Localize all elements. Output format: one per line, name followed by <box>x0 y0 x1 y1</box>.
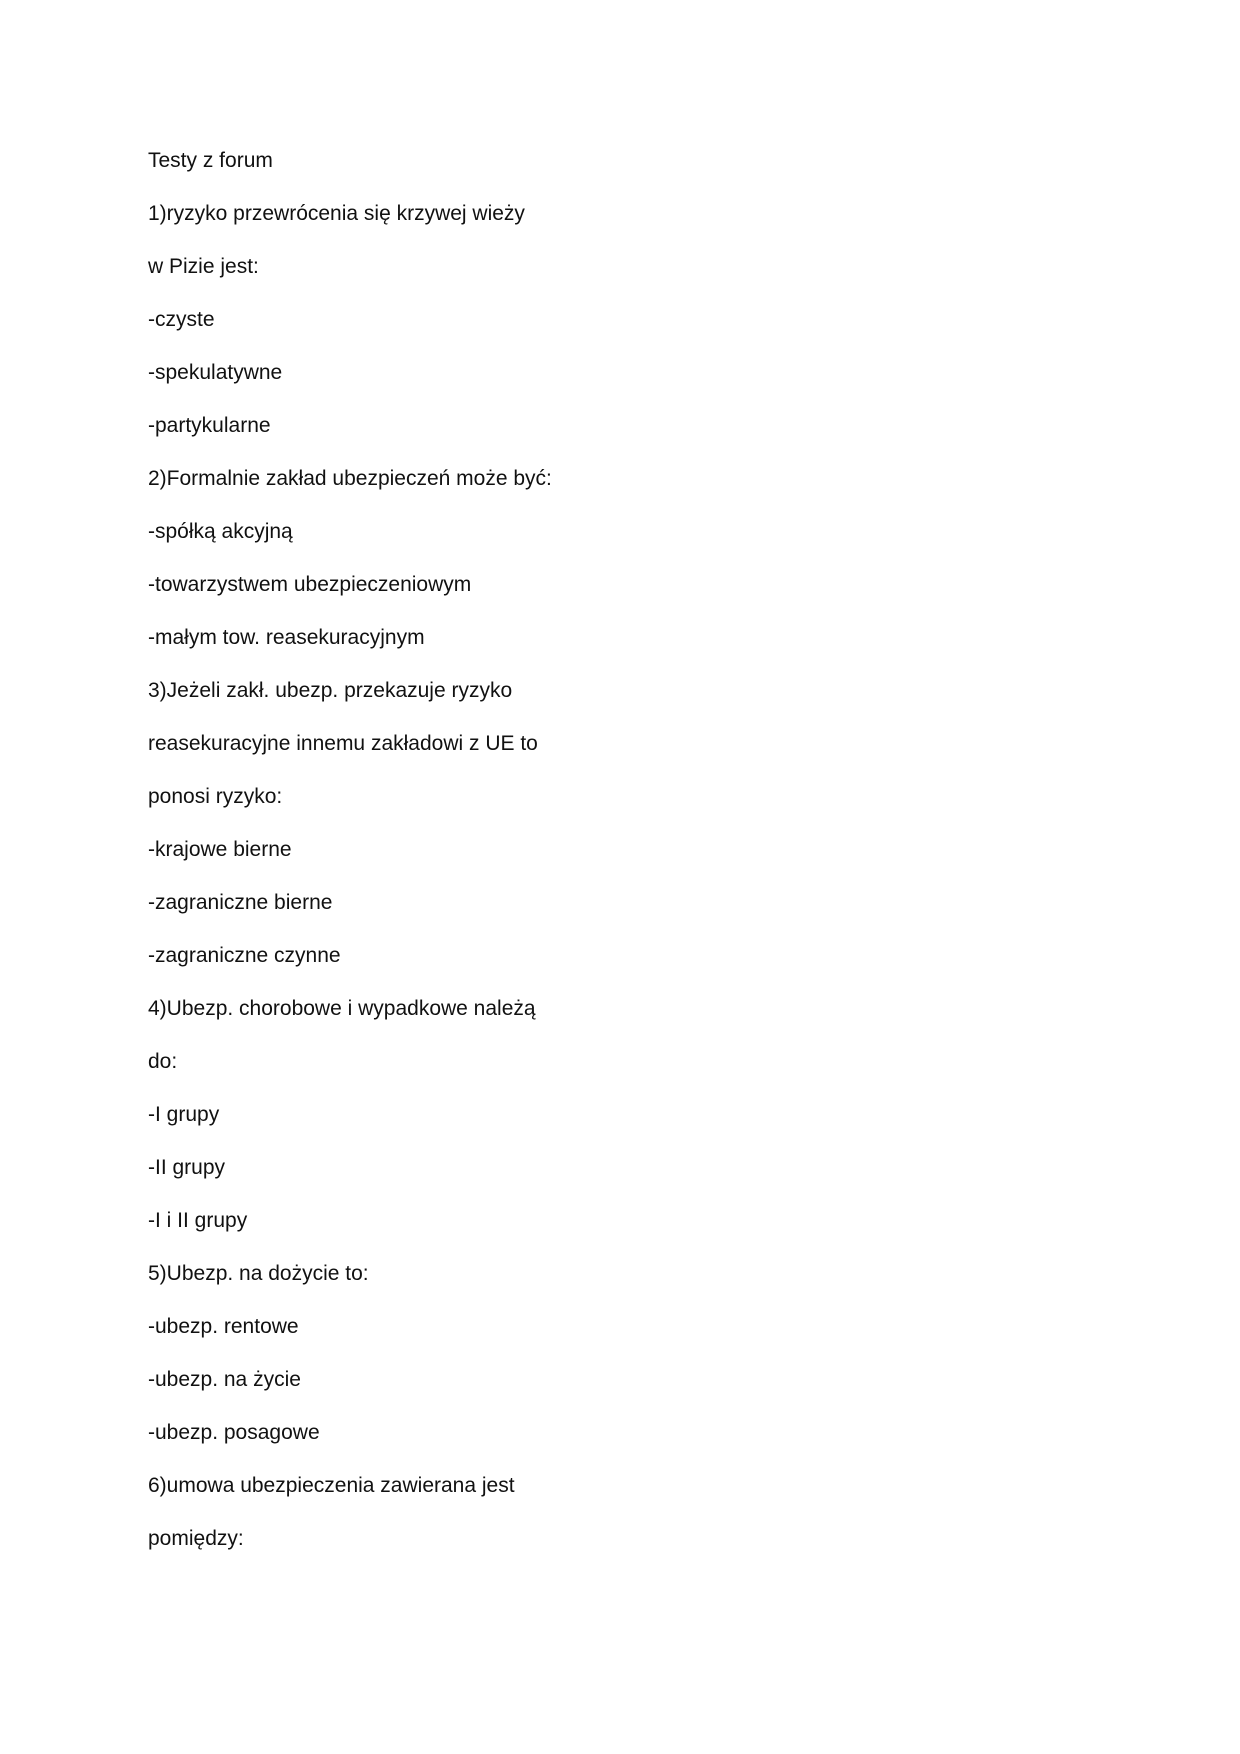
question-3-continuation: reasekuracyjne innemu zakładowi z UE to <box>148 732 538 755</box>
answer-option: -zagraniczne czynne <box>148 944 341 967</box>
answer-option: -ubezp. na życie <box>148 1368 301 1391</box>
question-1: 1)ryzyko przewrócenia się krzywej wieży <box>148 202 525 225</box>
question-1-continuation: w Pizie jest: <box>148 255 259 278</box>
question-4: 4)Ubezp. chorobowe i wypadkowe należą <box>148 997 536 1020</box>
question-5: 5)Ubezp. na dożycie to: <box>148 1262 369 1285</box>
answer-option: -czyste <box>148 308 215 331</box>
document-text <box>148 143 1048 1574</box>
question-6: 6)umowa ubezpieczenia zawierana jest <box>148 1474 515 1497</box>
answer-option: -partykularne <box>148 414 271 437</box>
answer-option: -spekulatywne <box>148 361 283 384</box>
question-4-continuation: do: <box>148 1050 178 1073</box>
question-3-continuation: ponosi ryzyko: <box>148 785 283 808</box>
answer-option: -ubezp. rentowe <box>148 1315 299 1338</box>
answer-option: -zagraniczne bierne <box>148 891 333 914</box>
question-6-continuation: pomiędzy: <box>148 1527 244 1550</box>
answer-option: -II grupy <box>148 1156 226 1179</box>
answer-option: -towarzystwem ubezpieczeniowym <box>148 573 472 596</box>
document-title: Testy z forum <box>148 149 273 172</box>
answer-option: -I i II grupy <box>148 1209 248 1232</box>
question-2: 2)Formalnie zakład ubezpieczeń może być: <box>148 467 552 490</box>
question-3: 3)Jeżeli zakł. ubezp. przekazuje ryzyko <box>148 679 513 702</box>
answer-option: -spółką akcyjną <box>148 520 293 543</box>
answer-option: -I grupy <box>148 1103 220 1126</box>
answer-option: -ubezp. posagowe <box>148 1421 320 1444</box>
answer-option: -krajowe bierne <box>148 838 292 861</box>
answer-option: -małym tow. reasekuracyjnym <box>148 626 425 649</box>
